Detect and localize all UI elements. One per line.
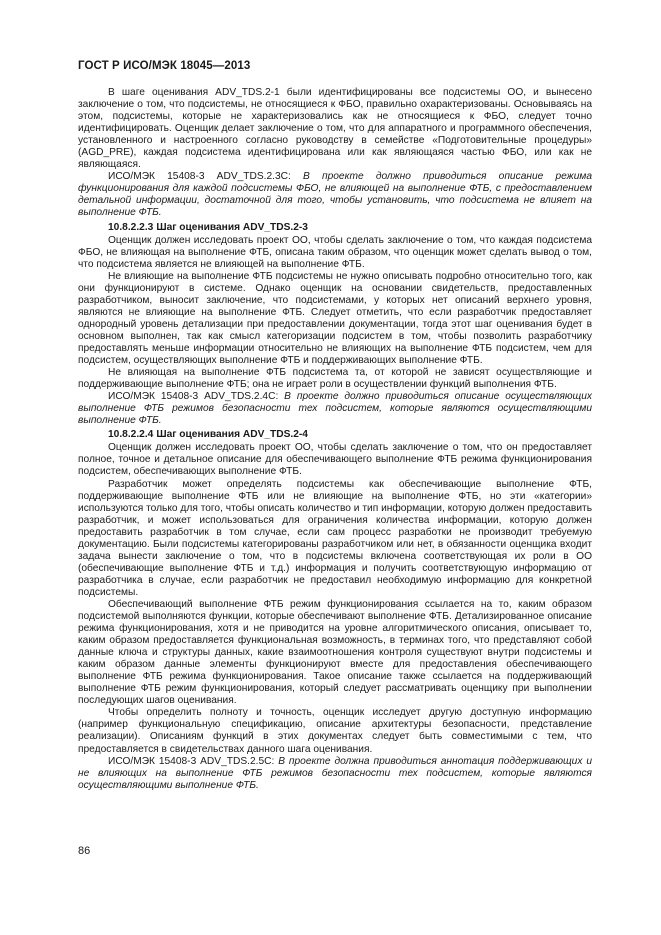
- section-title: Шаг оценивания ADV_TDS.2-4: [156, 429, 308, 441]
- note-text: В проекте должна приводиться аннотация поддерживающих и не влияющих на выполнение ФТБ режимов безопасности тех подсистем, которые являются осуществляющими выполнение ФТБ.: [78, 755, 592, 791]
- paragraph: В шаге оценивания ADV_TDS.2-1 были идентифицированы все подсистемы ОО, и вынесено заключение о том, что подсистемы, не относящиеся к ФБО, правильно охарактеризованы. Основываясь на этом, подсистемы, которые не характеризовались как не относящиеся к ФБО, следует точно идентифицировать. Оценщик делает заключение о том, что для аппаратного и программного обеспечения, установленного и настроенного согласно руководству в семействе «Подготовительные процедуры» (AGD_PRE), каждая подсистема идентифицирована или как являющаяся частью ФБО, или как не являющаяся.: [78, 87, 592, 171]
- section-heading: [78, 429, 592, 441]
- document-header: ГОСТ Р ИСО/МЭК 18045—2013: [78, 60, 251, 72]
- paragraph: Чтобы определить полноту и точность, оценщик исследует другую доступную информацию (например функциональную спецификацию, описание архитектуры безопасности, представление реализации). Описаниям функций в этих документах следует быть совместимыми с тем, что предоставляется в свидетельствах данного шага оценивания.: [78, 707, 592, 755]
- paragraph: Не влияющая на выполнение ФТБ подсистема та, от которой не зависят осуществляющие и поддерживающие выполнение ФТБ; она не играет роли в осуществлении функций выполнения ФТБ.: [78, 367, 592, 391]
- note-reference: ИСО/МЭК 15408-3 ADV_TDS.2.4C:: [108, 391, 285, 403]
- page-number: 86: [78, 845, 91, 857]
- paragraph: Не влияющие на выполнение ФТБ подсистемы не нужно описывать подробно относительно того, как они функционируют в системе. Однако оценщик на основании свидетельств, предоставленных разработчиком, выносит заключение, что подсистемами, у которых нет описаний верхнего уровня, являются не влияющие на выполнение ФТБ. Следует отметить, что если разработчик предоставляет однородный уровень детализации при предоставлении документации, тогда этот шаг оценивания будет в основном выполнен, так как смысл категоризации подсистем в том, чтобы позволить разработчику предоставлять меньше информации относительно не влияющих на выполнение ФТБ подсистем, чем для подсистем, осуществляющих выполнение ФТБ и поддерживающих выполнение ФТБ.: [78, 270, 592, 367]
- paragraph: Оценщик должен исследовать проект ОО, чтобы сделать заключение о том, что он предоставляет полное, точное и детальное описание для обеспечивающего выполнение ФТБ режима функционирования подсистем, обеспечивающих выполнение ФТБ.: [78, 442, 592, 478]
- standard-note: [78, 756, 592, 792]
- standard-note: [78, 391, 592, 427]
- page-body: [78, 87, 592, 792]
- paragraph: Разработчик может определять подсистемы как обеспечивающие выполнение ФТБ, поддерживающие выполнение ФТБ или не влияющие на выполнение ФТБ, но эти «категории» используются только для того, чтобы описать количество и тип информации, которую должен предоставить разработчик, и может использоваться для ограничения количества информации, которую должен предоставить разработчик в том случае, если сам процесс разработки не производит требуемую документацию. Были подсистемы категорированы разработчиком или нет, в обязанности оценщика входит задача вынести заключение о том, что в подсистемы включена соответствующая их роли в ОО (обеспечивающие выполнение ФТБ и т.д.) информация и получить соответствующую информацию от разработчика в случае, если разработчик не предоставил необходимую информацию для конкретной подсистемы.: [78, 478, 592, 598]
- section-title: Шаг оценивания ADV_TDS.2-3: [156, 221, 308, 233]
- note-reference: ИСО/МЭК 15408-3 ADV_TDS.2.5C:: [108, 755, 279, 767]
- paragraph: Оценщик должен исследовать проект ОО, чтобы сделать заключение о том, что каждая подсистема ФБО, не влияющая на выполнение ФТБ, описана таким образом, что оценщик может сделать вывод о том, что подсистема является не влияющей на выполнение ФТБ.: [78, 234, 592, 270]
- note-reference: ИСО/МЭК 15408-3 ADV_TDS.2.3C:: [108, 171, 304, 183]
- section-number: 10.8.2.2.3: [108, 221, 154, 233]
- section-number: 10.8.2.2.4: [108, 429, 154, 441]
- note-text: В проекте должно приводиться описание осуществляющих выполнение ФТБ режимов безопасности тех подсистем, которые являются осуществляющими выполнение ФТБ.: [78, 391, 592, 427]
- note-text: В проекте должно приводиться описание режима функционирования для каждой подсистемы ФБО, не влияющей на выполнение ФТБ, с предоставлением детальной информации, достаточной для того, чтобы установить, что подсистема не влияет на выполнение ФТБ.: [78, 171, 593, 219]
- paragraph: Обеспечивающий выполнение ФТБ режим функционирования ссылается на то, каким образом подсистемой выполняются функции, которые обеспечивают выполнение ФТБ. Детализированное описание режима функционирования, хотя и не приводится на уровне алгоритмического описания, описывает то, каким образом предоставляется функциональная возможность, в терминах того, что представляют собой данные ключа и структуры данных, какие взаимоотношения контроля существуют внутри подсистемы и каким образом данные элементы функционируют вместе для предоставления обеспечивающего выполнение ФТБ режима функционирования. Такое описание также ссылается на поддерживающий выполнение ФТБ режим функционирования, который следует рассматривать оценщику при выполнении последующих шагов оценивания.: [78, 598, 592, 707]
- standard-note: [78, 171, 592, 219]
- section-heading: [78, 222, 592, 234]
